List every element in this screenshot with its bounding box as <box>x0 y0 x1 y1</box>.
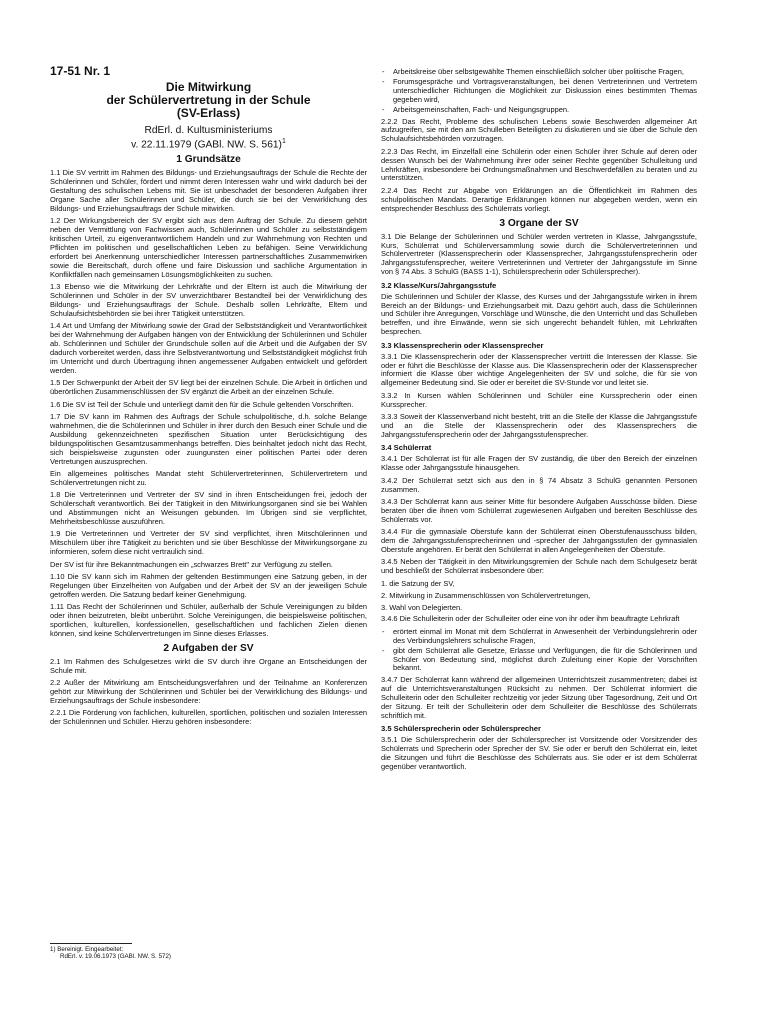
document-number: 17-51 Nr. 1 <box>50 64 111 78</box>
paragraph: 3.3.3 Soweit der Klassenverband nicht besteht, tritt an die Stelle der Klasse die Jahrgangsstufe und an die Stelle der Klassensprecherin oder des Klassensprechers die Jahrgangsstufensprecherin oder der Jahrgangsstufensprecher. <box>381 412 697 439</box>
footnote-line: 1) Bereinigt. Eingearbeitet: <box>50 946 124 953</box>
paragraph: 3.4.7 Der Schülerrat kann während der allgemeinen Unterrichtszeit zusammentreten; dabei ist auf die Unterrichtsveranstaltungen Rücksicht zu nehmen. Der Schülerrat informiert die Schulleiterin oder den Schulleiter rechtzeitig vor jeder Sitzung über Tagesordnung, Zeit und Ort der Sitzung. Er teilt der Schulleiterin oder dem Schulleiter die Beschlüsse des Schülerrats schriftlich mit. <box>381 675 697 720</box>
numbered-item: 1. die Satzung der SV, <box>381 578 455 588</box>
footnote-divider <box>50 943 132 944</box>
subtitle-line <box>50 136 367 150</box>
section-heading: 1 Grundsätze <box>176 154 241 166</box>
subsection-heading: 3.4 Schülerrat <box>381 443 432 453</box>
paragraph: 2.2.3 Das Recht, im Einzelfall eine Schülerin oder einen Schüler ihrer Schule auf deren oder dessen Wunsch bei der Wahrnehmung ihrer oder seiner Rechte gegenüber Schulleitung und Lehrkräften, insbesondere bei Ordnungsmaßnahmen und Beschwerdefällen zu beraten und zu unterstützen. <box>381 146 697 183</box>
paragraph: 1.9 Die Vertreterinnen und Vertreter der SV sind verpflichtet, ihren Mitschülerinnen und Mitschülern über ihre Tätigkeit zu berichten und sie über Beschlüsse der Mitwirkungsorgane zu informieren, sofern diese nicht vertraulich sind. <box>50 529 367 557</box>
paragraph: 1.1 Die SV vertritt im Rahmen des Bildungs- und Erziehungsauftrags der Schule die Rechte der Schülerinnen und Schüler, fördert und nimmt deren Interessen wahr und wirkt dadurch bei der Gestaltung des schulischen Lebens mit. Sie ist unbeschadet der besonderen Aufgaben ihrer Organe Sache aller Schülerinnen und Schüler, die durch sie bei der Verwirklichung des Bildungs- und Erziehungsauftrags der Schule mitwirken. <box>50 168 367 214</box>
subtitle-line: RdErl. d. Kultusministeriums <box>144 125 273 136</box>
paragraph: 3.4.1 Der Schülerrat ist für alle Fragen der SV zuständig, die über den Bereich der einzelnen Klasse oder Jahrgangsstufe hinausgehen. <box>381 454 697 473</box>
bullet-list <box>381 628 697 674</box>
footnote-line: RdErl. v. 19.06.1973 (GABl. NW. S. 572) <box>60 953 171 961</box>
paragraph: 2.2.1 Die Förderung von fachlichen, kulturellen, sportlichen, politischen und sozialen Interessen der Schülerinnen und Schüler. Hierzu gehören insbesondere: <box>50 708 367 727</box>
subsection-heading: 3.3 Klassensprecherin oder Klassensprecher <box>381 340 544 350</box>
paragraph: 2.2.2 Das Recht, Probleme des schulischen Lebens sowie Beschwerden allgemeiner Art aufzugreifen, sie mit den am Schulleben Beteiligten zu diskutieren und sie über die Schule den Schulaufsichtsbehörden vorzutragen. <box>381 116 697 144</box>
title-line: (SV-Erlass) <box>176 106 241 120</box>
list-item: - Forumsgespräche und Vortragsveranstaltungen, bei denen Vertreterinnen und Vertretern unterschiedlicher Richtungen die Möglichkeit zur Diskussion eines bestimmten Themas gegeben wird, <box>381 78 697 105</box>
paragraph: Ein allgemeines politisches Mandat steht Schülervertreterinnen, Schülervertretern und Schülervertretungen nicht zu. <box>50 468 367 487</box>
paragraph: 3.4.5 Neben der Tätigkeit in den Mitwirkungsgremien der Schule nach dem Schulgesetz berät und beschließt der Schülerrat insbesondere über: <box>381 557 697 576</box>
paragraph: 1.4 Art und Umfang der Mitwirkung sowie der Grad der Selbstständigkeit und Verantwortlichkeit bei der Wahrnehmung der Aufgaben hängen von der Entwicklung der Schülerinnen und Schüler ab. Schülerinnen und Schüler der Grundschule sollen auf die Arbeit und die Aufgaben der SV dadurch vorbereitet werden, dass ihre Selbstverantwortung und Selbstständigkeit möglichst früh im Unterricht und durch Übertragung ihnen angemessener Aufgaben entwickelt und gefördert werden. <box>50 321 367 375</box>
paragraph: 2.2 Außer der Mitwirkung am Entscheidungsverfahren und der Teilnahme an Konferenzen gehört zur Mitwirkung der Schülerinnen und Schüler bei der Verwirklichung des Bildungs- und Erziehungsauftrags der Schule insbesondere: <box>50 678 367 706</box>
list-item: - Arbeitskreise über selbstgewählte Themen einschließlich solcher über politische Fragen, <box>381 68 697 77</box>
list-item: - erörtert einmal im Monat mit dem Schülerrat in Anwesenheit der Verbindungslehrerin oder des Verbindungslehrers schulische Fragen, <box>381 628 697 646</box>
paragraph: 3.1 Die Belange der Schülerinnen und Schüler werden vertreten in Klasse, Jahrgangsstufe, Kurs, Schülerrat und Schülerversammlung sowie durch die Schülervertreterinnen und Schülervertreter (Klassensprecherin oder Klassensprecher, Jahrgangsstufensprecherin oder Jahrgangsstufensprecher, weitere Vertreterinnen und Vertreter der Jahrgangsstufe im Sinne von § 74 Abs. 3 SchulG (BASS 1-1), Schülersprecherin oder Schülersprecher). <box>381 231 697 277</box>
paragraph: 3.4.2 Der Schülerrat setzt sich aus den in § 74 Absatz 3 SchulG genannten Personen zusammen. <box>381 475 697 494</box>
right-column <box>381 68 697 1024</box>
paragraph: 2.1 Im Rahmen des Schulgesetzes wirkt die SV durch ihre Organe an Entscheidungen der Schule mit. <box>50 656 367 675</box>
paragraph: 2.2.4 Das Recht zur Abgabe von Erklärungen an die Öffentlichkeit im Rahmen des schulpolitischen Mandats. Derartige Erklärungen können nur abgegeben werden, wenn ein entsprechender Beschluss des Schülerrats vorliegt. <box>381 185 697 213</box>
title-line: Die Mitwirkung <box>165 80 252 94</box>
paragraph: 1.7 Die SV kann im Rahmen des Auftrags der Schule schulpolitische, d.h. solche Belange wahrnehmen, die die Schülerinnen und Schüler in ihrer durch den Besuch einer Schule und die Ausbildung gekennzeichneten spezifischen Situation unter Berücksichtigung des bildungspolitischen Gesamtzusammenhangs betreffen. Dies beinhaltet jedoch nicht das Recht, sich beispielsweise zugunsten oder zuungunsten einer politischen Partei oder deren Vertretungen auszusprechen. <box>50 412 367 466</box>
subsection-heading: 3.2 Klasse/Kurs/Jahrgangsstufe <box>381 280 497 290</box>
footnote-marker: 1 <box>281 138 286 145</box>
paragraph: Der SV ist für ihre Bekanntmachungen ein „schwarzes Brett" zur Verfügung zu stellen. <box>50 559 333 569</box>
list-item: - Arbeitsgemeinschaften, Fach- und Neigungsgruppen. <box>381 106 697 115</box>
title-line: der Schülervertretung in der Schule <box>106 93 311 107</box>
paragraph: 3.4.3 Der Schülerrat kann aus seiner Mitte für besondere Aufgaben Ausschüsse bilden. Diese beraten über die ihnen vom Schülerrat zugewiesenen Aufgaben und bereiten Beschlüsse des Schülerrats vor. <box>381 496 697 524</box>
subsection-heading: 3.5 Schülersprecherin oder Schülersprecher <box>381 724 541 734</box>
numbered-item: 2. Mitwirkung in Zusammenschlüssen von Schülervertretungen, <box>381 590 591 600</box>
paragraph: 1.6 Die SV ist Teil der Schule und unterliegt damit den für die Schule geltenden Vorschriften. <box>50 399 354 409</box>
section-heading: 2 Aufgaben der SV <box>163 642 254 654</box>
paragraph: 1.10 Die SV kann sich im Rahmen der geltenden Bestimmungen eine Satzung geben, in der Regelungen über Einzelheiten von Aufgaben und der Arbeit der SV an der jeweiligen Schule getroffen werden. Die Satzung bedarf keiner Genehmigung. <box>50 572 367 599</box>
paragraph: 1.11 Das Recht der Schülerinnen und Schüler, außerhalb der Schule Vereinigungen zu bilden oder ihnen beizutreten, bleibt unberührt. Solche Vereinigungen, die beispielsweise politischen, sportlichen, kulturellen, konfessionellen, gesellschaftlichen und fachlichen Zielen dienen können, sind keine Schülervertretungen im Sinne dieses Erlasses. <box>50 602 367 638</box>
paragraph: 1.5 Der Schwerpunkt der Arbeit der SV liegt bei der einzelnen Schule. Die Arbeit in örtlichen und überörtlichen Zusammenschlüssen der SV ergänzt die Arbeit an der einzelnen Schule. <box>50 378 367 397</box>
footnote <box>50 946 350 961</box>
list-item: - gibt dem Schülerrat alle Gesetze, Erlasse und Verfügungen, die für die Schülerinnen und Schüler von Bedeutung sind, möglichst durch Zuleitung einer Kopie der Vorschriften bekannt. <box>381 647 697 674</box>
left-column <box>50 64 367 1024</box>
section-heading: 3 Organe der SV <box>499 217 579 229</box>
paragraph: 1.2 Der Wirkungsbereich der SV ergibt sich aus dem Auftrag der Schule. Zu diesem gehört neben der Vermittlung von Fachwissen auch, Schülerinnen und Schüler zu selbstständigem kritischen Urteil, zu eigenverantwortlichem Handeln und zur Wahrnehmung von Rechten und Pflichten im politischen und gesellschaftlichen Leben zu befähigen. Seine Verwirklichung erfordert bei Anerkennung unterschiedlicher Interessen partnerschaftliches Zusammenwirken sowie die Bereitschaft, durch offene und faire Diskussion und sachliche Argumentation in Konfliktfällen nach gemeinsamen Lösungsmöglichkeiten zu suchen. <box>50 216 367 279</box>
paragraph: 1.8 Die Vertreterinnen und Vertreter der SV sind in ihren Entscheidungen frei, jedoch der Schülerschaft verantwortlich. Bei der Tätigkeit in den Mitwirkungsorganen sind sie bei Wahlen und Abstimmungen nicht an Weisungen gebunden. Im Übrigen sind sie verpflichtet, Mehrheitsbeschlüsse auszuführen. <box>50 490 367 527</box>
document-subtitle <box>50 125 367 150</box>
paragraph: Die Schülerinnen und Schüler der Klasse, des Kurses und der Jahrgangsstufe wirken in ihrem Bereich an der Bildungs- und Erziehungsarbeit mit. Dazu gehört auch, dass die Schülerinnen und Schüler ihre Anregungen, Vorschläge und Wünsche, die den Unterricht und das Schulleben betreffen, und ihre Einwände, wenn sie sich ungerecht behandelt fühlen, mit Lehrkräften besprechen. <box>381 291 697 337</box>
bullet-list <box>381 68 697 115</box>
paragraph: 3.5.1 Die Schülersprecherin oder der Schülersprecher ist Vorsitzende oder Vorsitzender des Schülerrats und Sprecherin oder Sprecher der SV. Sie oder er beruft den Schülerrat ein, leitet die Sitzungen und führt die Beschlüsse des Schülerrats aus. Sie oder er ist dem Schülerrat gegenüber verantwortlich. <box>381 735 697 772</box>
paragraph: 3.4.4 Für die gymnasiale Oberstufe kann der Schülerrat einen Oberstufenausschuss bilden, dem die Jahrgangsstufensprecherinnen und -sprecher der Jahrgangsstufen der gymnasialen Oberstufe angehören. Er berät den Schülerrat in allen Angelegenheiten der Oberstufe. <box>381 527 697 554</box>
paragraph: 3.3.2 In Kursen wählen Schülerinnen und Schüler eine Kurssprecherin oder einen Kurssprecher. <box>381 390 697 409</box>
paragraph: 1.3 Ebenso wie die Mitwirkung der Lehrkräfte und der Eltern ist auch die Mitwirkung der Schülerinnen und Schüler in der SV unverzichtbarer Bestandteil bei der Verwirklichung des Bildungs- und Erziehungsauftrags der Schule. Deshalb sollen Lehrkräfte, Eltern und Schulaufsichtsbehörden sie bei ihrer Tätigkeit unterstützen. <box>50 282 367 318</box>
document-title <box>50 81 367 120</box>
paragraph: 3.3.1 Die Klassensprecherin oder der Klassensprecher vertritt die Interessen der Klasse. Sie oder er führt die Beschlüsse der Klasse aus. Die Klassensprecherin oder der Klassensprecher informiert die Klasse über wichtige Angelegenheiten der SV und solche, die für sie von allgemeiner Bedeutung sind. Sie oder er bereitet die SV-Stunde vor und leitet sie. <box>381 351 697 388</box>
numbered-item: 3. Wahl von Delegierten. <box>381 602 463 612</box>
subtitle-line-text: v. 22.11.1979 (GABl. NW. S. 561) <box>131 139 282 151</box>
paragraph: 3.4.6 Die Schulleiterin oder der Schulleiter oder eine von ihr oder ihm beauftragte Lehrkraft <box>381 614 680 624</box>
